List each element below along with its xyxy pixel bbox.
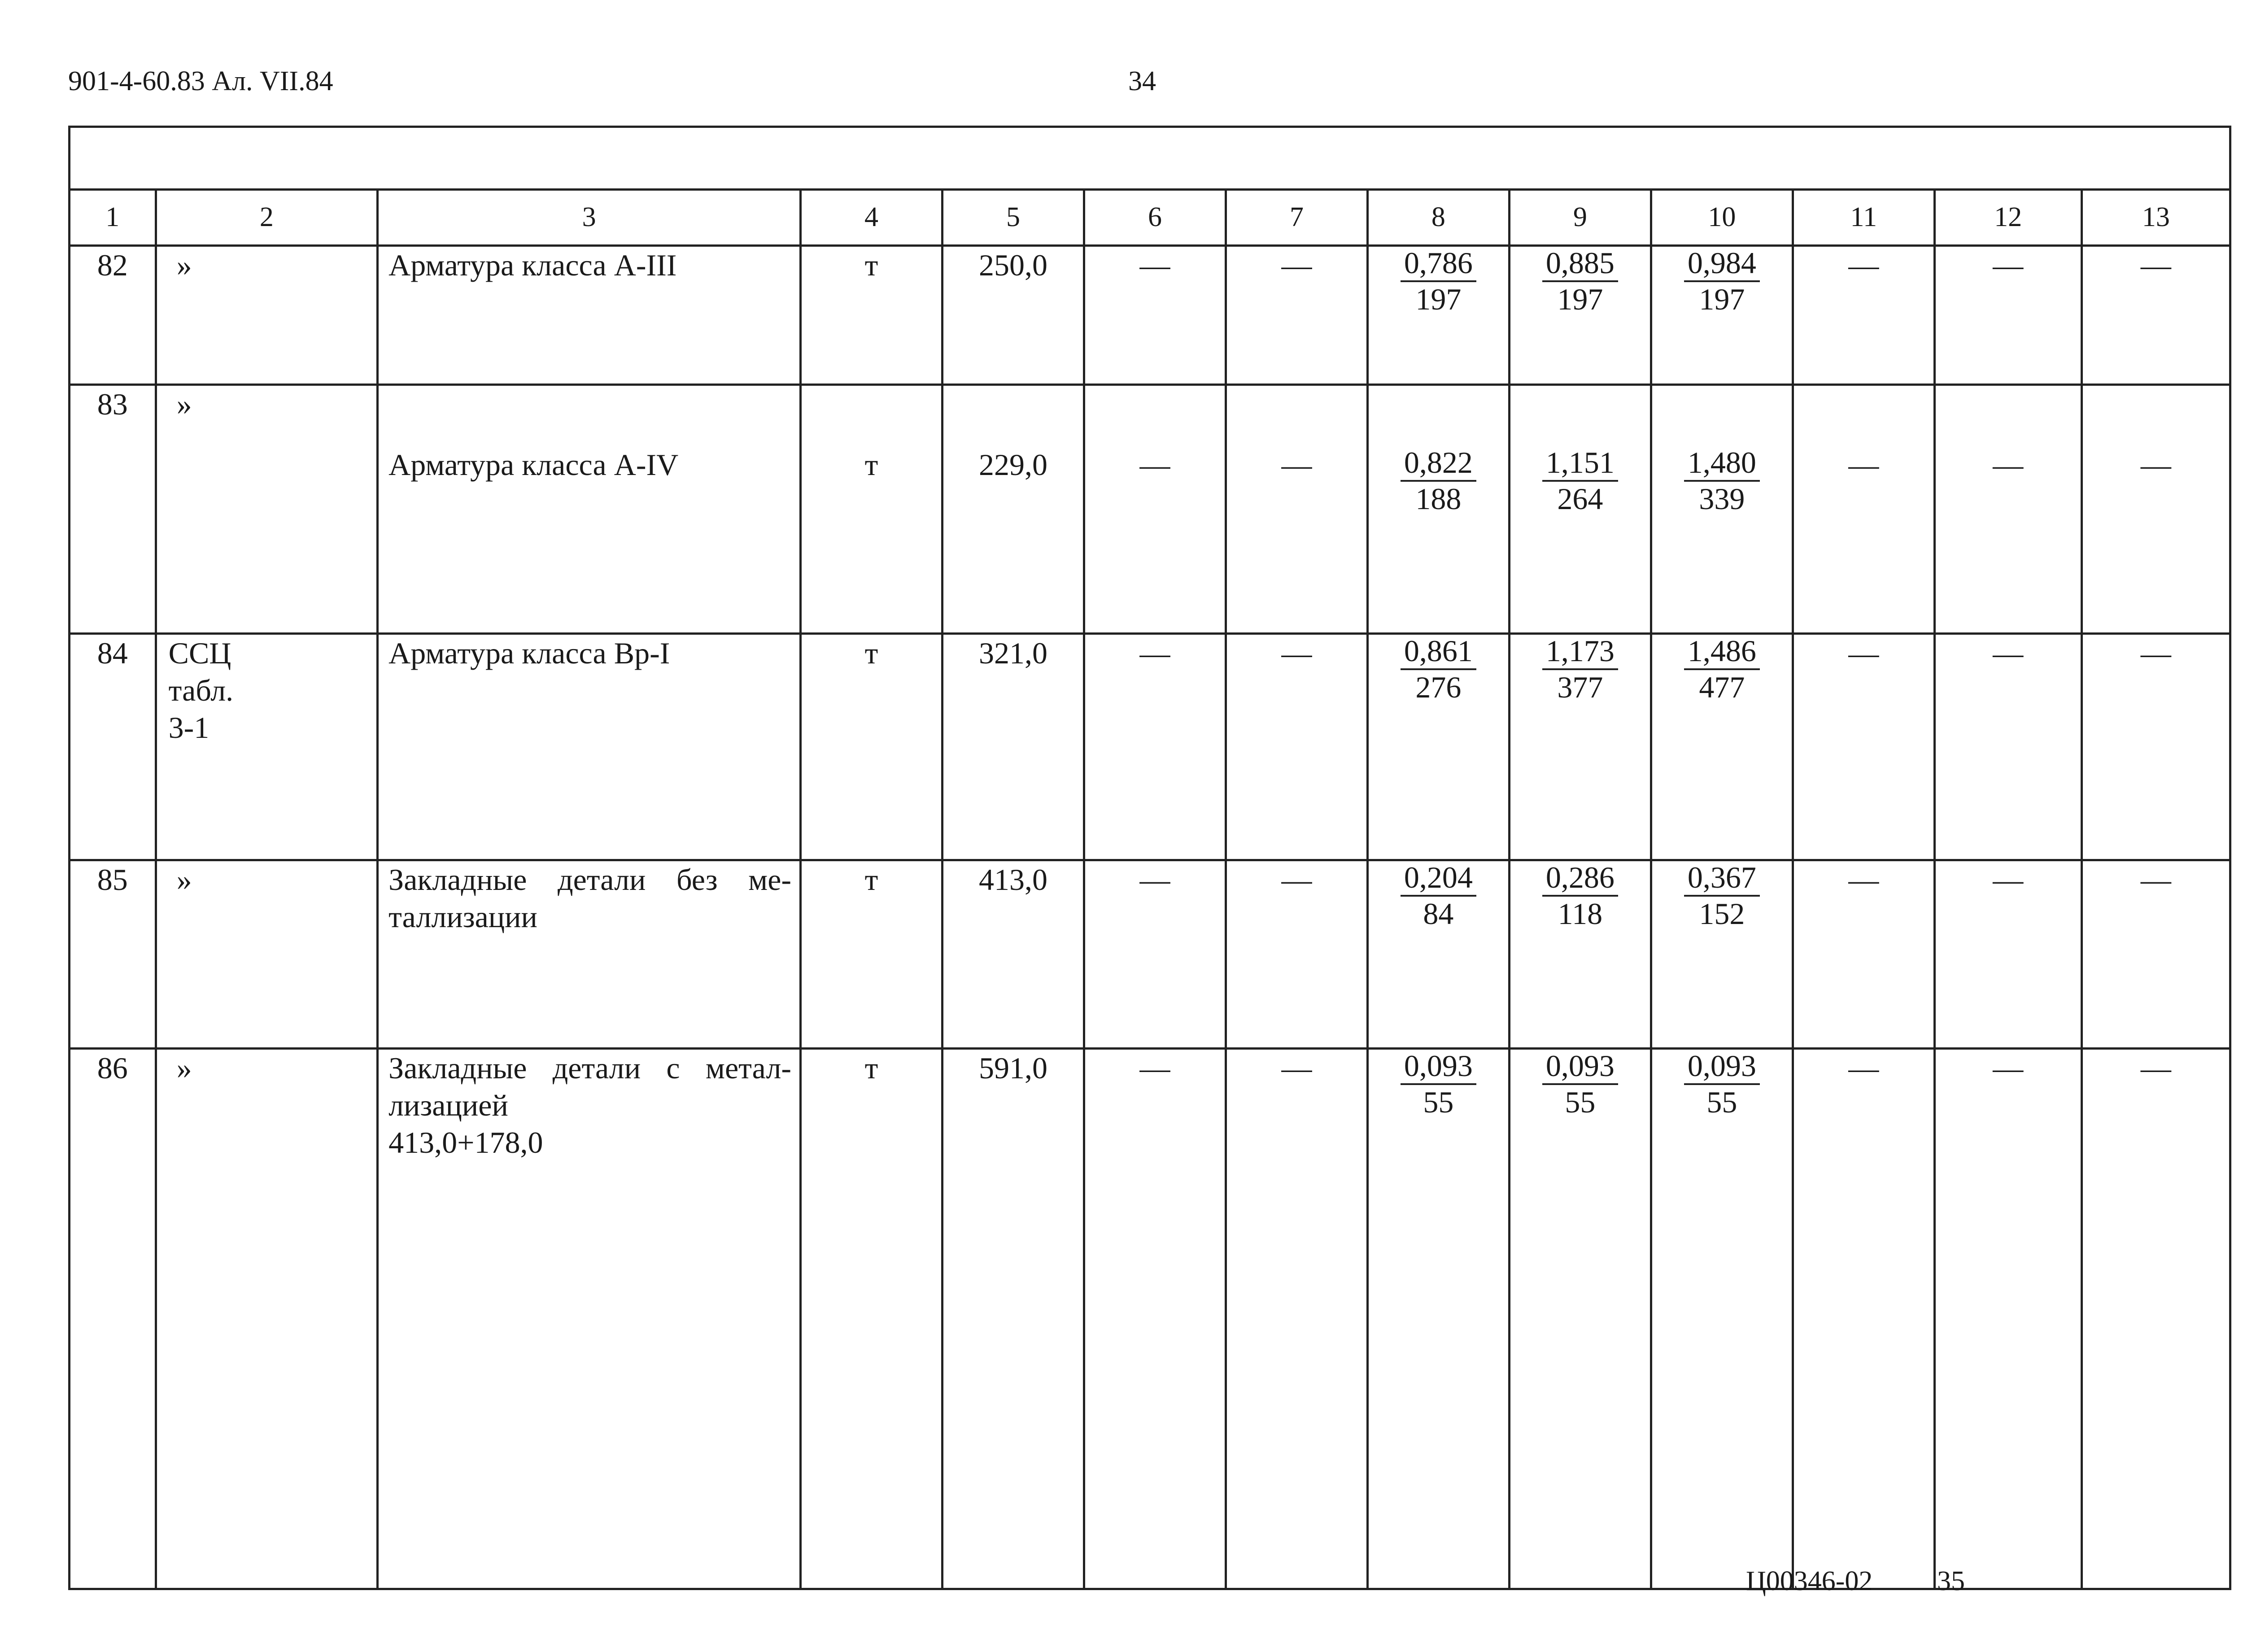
- fraction: [1401, 861, 1476, 931]
- fraction: [1684, 861, 1760, 931]
- fraction: [1684, 635, 1760, 704]
- fraction: [1401, 247, 1476, 316]
- cell-6: —: [1084, 860, 1226, 1049]
- cell-13: —: [2082, 634, 2230, 860]
- row-number: 86: [70, 1049, 156, 1589]
- cell-6: —: [1084, 385, 1226, 634]
- ditto-mark: »: [176, 863, 192, 897]
- fraction: [1401, 635, 1476, 704]
- cell-11: —: [1793, 385, 1934, 634]
- fraction-numerator: 0,093: [1684, 1050, 1760, 1085]
- fraction-numerator: 0,367: [1684, 861, 1760, 897]
- cell-11: —: [1793, 1049, 1934, 1589]
- cell-10: [1651, 860, 1793, 1049]
- name-line: 413,0+178,0: [388, 1125, 543, 1159]
- column-header: 3: [378, 190, 801, 246]
- cell-7: —: [1226, 860, 1367, 1049]
- cell-9: [1509, 385, 1651, 634]
- cell-8: [1367, 634, 1509, 860]
- fraction-numerator: 0,861: [1401, 635, 1476, 670]
- fraction-numerator: 0,093: [1401, 1050, 1476, 1085]
- fraction-denominator: 55: [1423, 1085, 1454, 1120]
- cell-6: —: [1084, 246, 1226, 385]
- footer-document-code: Ц00346-02: [1746, 1566, 1873, 1596]
- source-ref: [156, 1049, 378, 1589]
- row-number: 82: [70, 246, 156, 385]
- material-name: Арматура класса А-III: [378, 246, 801, 385]
- quantity: 591,0: [943, 1049, 1084, 1589]
- fraction: [1542, 1050, 1618, 1119]
- cell-11: —: [1793, 634, 1934, 860]
- column-header: 8: [1367, 190, 1509, 246]
- table-row: [70, 1049, 2230, 1589]
- table-row: [70, 385, 2230, 634]
- unit: т: [801, 860, 943, 1049]
- fraction-denominator: 264: [1557, 482, 1603, 516]
- cell-13: —: [2082, 385, 2230, 634]
- cell-9: [1509, 246, 1651, 385]
- cell-8: [1367, 385, 1509, 634]
- cell-13: —: [2082, 860, 2230, 1049]
- ditto-mark: »: [176, 387, 192, 421]
- quantity: 229,0: [943, 385, 1084, 634]
- fraction-numerator: 0,984: [1684, 247, 1760, 282]
- row-number: 84: [70, 634, 156, 860]
- fraction: [1684, 1050, 1760, 1119]
- unit: т: [801, 246, 943, 385]
- fraction-denominator: 152: [1699, 897, 1745, 931]
- name-line: Закладные детали без ме-: [388, 863, 792, 897]
- name-line: Закладные детали с метал-: [388, 1051, 792, 1085]
- cell-11: —: [1793, 246, 1934, 385]
- source-line: табл.: [168, 673, 234, 707]
- material-name: [378, 1049, 801, 1589]
- column-header: 2: [156, 190, 378, 246]
- fraction-denominator: 377: [1557, 670, 1603, 705]
- cell-8: [1367, 1049, 1509, 1589]
- fraction-denominator: 197: [1699, 282, 1745, 317]
- fraction-denominator: 55: [1706, 1085, 1737, 1120]
- ditto-mark: »: [176, 248, 192, 282]
- cell-7: —: [1226, 385, 1367, 634]
- table-title-band: [68, 126, 2231, 188]
- cell-11: —: [1793, 860, 1934, 1049]
- fraction-denominator: 197: [1557, 282, 1603, 317]
- column-header: 4: [801, 190, 943, 246]
- table-row: [70, 860, 2230, 1049]
- cell-8: [1367, 246, 1509, 385]
- column-header: 1: [70, 190, 156, 246]
- cell-6: —: [1084, 634, 1226, 860]
- fraction-denominator: 339: [1699, 482, 1745, 516]
- row-number: 83: [70, 385, 156, 634]
- cell-13: —: [2082, 246, 2230, 385]
- source-ref: [156, 246, 378, 385]
- cell-12: —: [1934, 385, 2082, 634]
- column-header: 7: [1226, 190, 1367, 246]
- cell-9: [1509, 860, 1651, 1049]
- table-frame: [68, 126, 2231, 1534]
- quantity: 321,0: [943, 634, 1084, 860]
- fraction-numerator: 0,885: [1542, 247, 1618, 282]
- fraction-numerator: 0,286: [1542, 861, 1618, 897]
- unit: т: [801, 634, 943, 860]
- document-code: 901-4-60.83 Ал. VII.84: [68, 66, 333, 96]
- fraction: [1542, 247, 1618, 316]
- quantity: 250,0: [943, 246, 1084, 385]
- material-name: Арматура класса А-IV: [378, 385, 801, 634]
- material-name: Арматура класса Вр-I: [378, 634, 801, 860]
- unit: т: [801, 1049, 943, 1589]
- fraction-denominator: 197: [1415, 282, 1462, 317]
- fraction: [1542, 446, 1618, 516]
- material-name: [378, 860, 801, 1049]
- column-header: 12: [1934, 190, 2082, 246]
- cell-10: [1651, 385, 1793, 634]
- column-header: 10: [1651, 190, 1793, 246]
- cell-7: —: [1226, 634, 1367, 860]
- table-row: [70, 634, 2230, 860]
- fraction-numerator: 1,173: [1542, 635, 1618, 670]
- column-header: 9: [1509, 190, 1651, 246]
- fraction-denominator: 188: [1415, 482, 1462, 516]
- fraction-numerator: 0,093: [1542, 1050, 1618, 1085]
- source-line: ССЦ: [168, 636, 231, 670]
- fraction-numerator: 1,486: [1684, 635, 1760, 670]
- fraction: [1401, 446, 1476, 516]
- quantity: 413,0: [943, 860, 1084, 1049]
- fraction-denominator: 55: [1565, 1085, 1596, 1120]
- cell-8: [1367, 860, 1509, 1049]
- cell-7: —: [1226, 246, 1367, 385]
- cell-10: [1651, 1049, 1793, 1589]
- source-line: 3-1: [168, 710, 209, 745]
- fraction: [1684, 247, 1760, 316]
- fraction: [1401, 1050, 1476, 1119]
- fraction: [1542, 861, 1618, 931]
- cell-12: —: [1934, 634, 2082, 860]
- column-number-row: [70, 190, 2230, 246]
- page-number: 34: [1128, 66, 1156, 96]
- name-line: лизацией: [388, 1088, 508, 1122]
- fraction-numerator: 0,204: [1401, 861, 1476, 897]
- fraction: [1542, 635, 1618, 704]
- cell-9: [1509, 1049, 1651, 1589]
- fraction-numerator: 0,822: [1401, 446, 1476, 482]
- cell-13: —: [2082, 1049, 2230, 1589]
- cell-12: —: [1934, 860, 2082, 1049]
- cell-9: [1509, 634, 1651, 860]
- footer-page-number: 35: [1937, 1566, 1965, 1596]
- unit: т: [801, 385, 943, 634]
- cell-6: —: [1084, 1049, 1226, 1589]
- fraction-numerator: 1,480: [1684, 446, 1760, 482]
- fraction-denominator: 276: [1415, 670, 1462, 705]
- column-header: 6: [1084, 190, 1226, 246]
- fraction-numerator: 0,786: [1401, 247, 1476, 282]
- source-ref: [156, 634, 378, 860]
- source-ref: [156, 385, 378, 634]
- table-row: [70, 246, 2230, 385]
- ditto-mark: »: [176, 1051, 192, 1085]
- fraction-numerator: 1,151: [1542, 446, 1618, 482]
- fraction-denominator: 84: [1423, 897, 1454, 931]
- cell-10: [1651, 634, 1793, 860]
- column-header: 11: [1793, 190, 1934, 246]
- cell-12: —: [1934, 1049, 2082, 1589]
- cell-7: —: [1226, 1049, 1367, 1589]
- fraction: [1684, 446, 1760, 516]
- row-number: 85: [70, 860, 156, 1049]
- column-header: 13: [2082, 190, 2230, 246]
- column-header: 5: [943, 190, 1084, 246]
- cell-10: [1651, 246, 1793, 385]
- fraction-denominator: 477: [1699, 670, 1745, 705]
- cell-12: —: [1934, 246, 2082, 385]
- source-ref: [156, 860, 378, 1049]
- name-line: таллизации: [388, 899, 537, 934]
- materials-table: [68, 188, 2231, 1590]
- fraction-denominator: 118: [1558, 897, 1603, 931]
